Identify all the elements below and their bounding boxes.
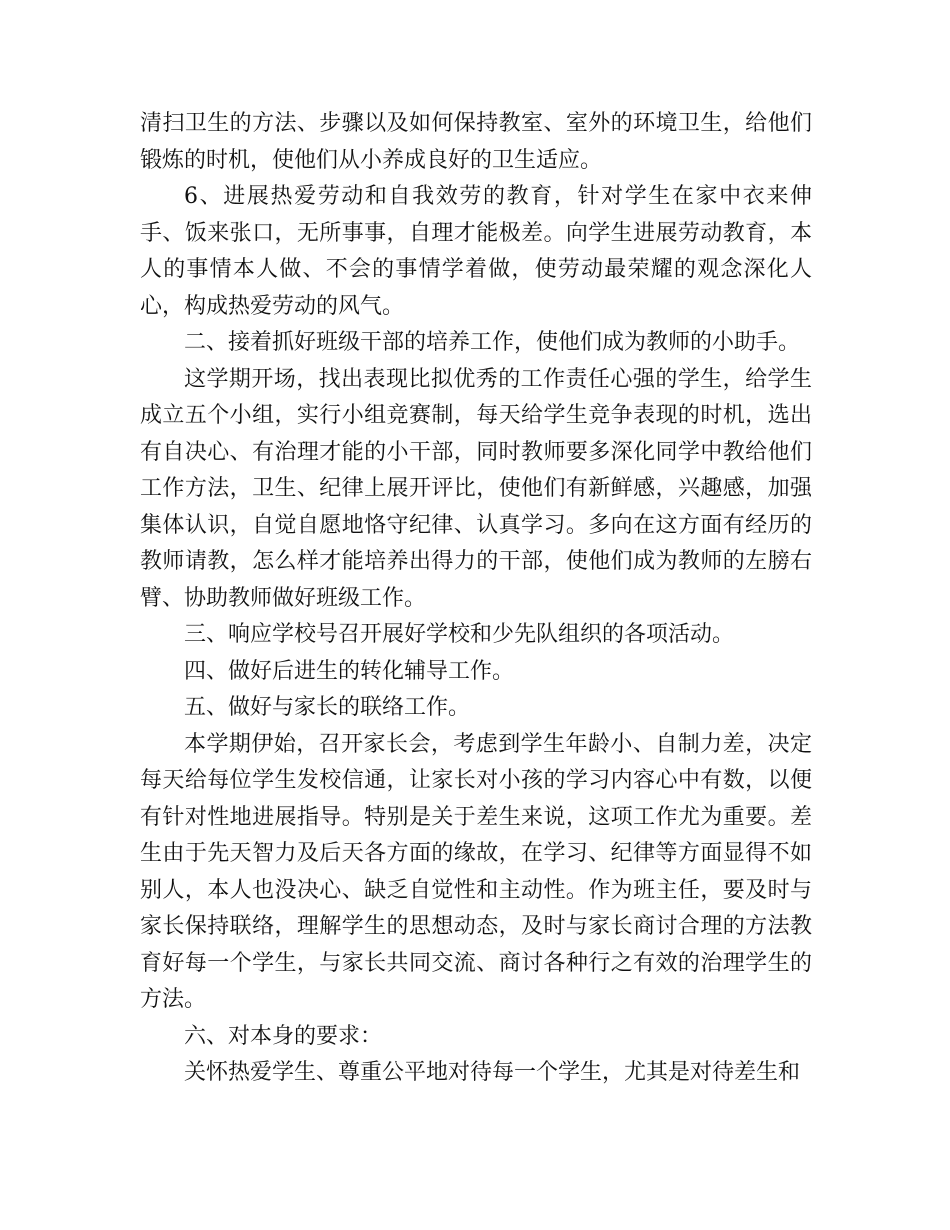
document-body (140, 106, 812, 1092)
section-heading-6: 六、对本身的要求： (184, 1023, 383, 1049)
paragraph-item-6: 6、进展热爱劳动和自我效劳的教育，针对学生在家中衣来伸手、饭来张口，无所事事，自理才能极差。向学生进展劳动教育，本人的事情本人做、不会的事情学着做，使劳动最荣耀的观念深化人心，构成热爱劳动的风气。 (140, 184, 812, 319)
paragraph-section-5-body: 本学期伊始，召开家长会，考虑到学生年龄小、自制力差，决定每天给每位学生发校信通，让家长对小孩的学习内容心中有数，以便有针对性地进展指导。特别是关于差生来说，这项工作尤为重要。差生由于先天智力及后天各方面的缘故，在学习、纪律等方面显得不如别人，本人也没决心、缺乏自觉性和主动性。作为班主任，要及时与家长保持联络，理解学生的思想动态，及时与家长商讨合理的方法教育好每一个学生，与家长共同交流、商讨各种行之有效的治理学生的方法。 (140, 731, 812, 1012)
section-heading-4: 四、做好后进生的转化辅导工作。 (184, 658, 515, 684)
paragraph-section-6-body: 关怀热爱学生、尊重公平地对待每一个学生，尤其是对待差生和 (184, 1060, 801, 1085)
paragraph-continuation: 清扫卫生的方法、步骤以及如何保持教室、室外的环境卫生，给他们锻炼的时机，使他们从小养成良好的卫生适应。 (140, 111, 812, 173)
section-heading-5: 五、做好与家长的联络工作。 (184, 695, 471, 720)
section-heading-3: 三、响应学校号召开展好学校和少先队组织的各项活动。 (184, 622, 735, 647)
section-heading-2: 二、接着抓好班级干部的培养工作，使他们成为教师的小助手。 (184, 330, 801, 355)
paragraph-section-2-body: 这学期开场，找出表现比拟优秀的工作责任心强的学生，给学生成立五个小组，实行小组竞赛制，每天给学生竞争表现的时机，选出有自决心、有治理才能的小干部，同时教师要多深化同学中教给他们工作方法，卫生、纪律上展开评比，使他们有新鲜感，兴趣感，加强集体认识，自觉自愿地恪守纪律、认真学习。多向在这方面有经历的教师请教，怎么样才能培养出得力的干部，使他们成为教师的左膀右臂、协助教师做好班级工作。 (140, 366, 812, 611)
